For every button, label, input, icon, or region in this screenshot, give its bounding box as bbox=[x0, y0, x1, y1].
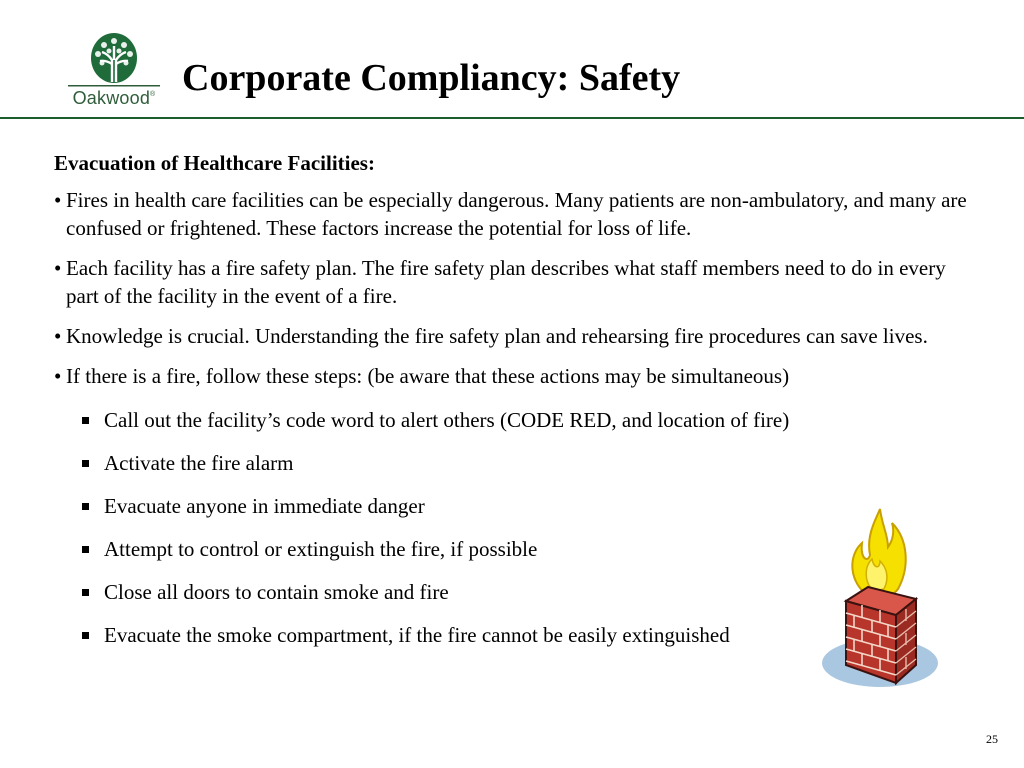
bullet-text: Fires in health care facilities can be especially dangerous. Many patients are non-ambulatory, and many are confused or frightened. These factors increase the potential for loss of life. bbox=[66, 188, 967, 240]
bullet-icon: • bbox=[54, 324, 62, 348]
step-text: Close all doors to contain smoke and fire bbox=[104, 580, 449, 604]
square-bullet-icon bbox=[82, 632, 89, 639]
bullet-item bbox=[54, 254, 974, 310]
step-text: Activate the fire alarm bbox=[104, 451, 294, 475]
step-text: Evacuate the smoke compartment, if the fire cannot be easily extinguished bbox=[104, 623, 730, 647]
step-text: Call out the facility’s code word to alert others (CODE RED, and location of fire) bbox=[104, 408, 790, 432]
square-bullet-icon bbox=[82, 417, 89, 424]
bullet-text: Each facility has a fire safety plan. The fire safety plan describes what staff members need to do in every part of the facility in the event of a fire. bbox=[66, 256, 946, 308]
square-bullet-icon bbox=[82, 460, 89, 467]
oak-tree-icon bbox=[64, 30, 164, 88]
oakwood-logo bbox=[64, 30, 164, 112]
bullet-icon: • bbox=[54, 364, 62, 388]
fire-on-brick-wall-icon bbox=[818, 505, 942, 693]
logo-wordmark: Oakwood® bbox=[72, 88, 156, 108]
bullet-icon: • bbox=[54, 188, 62, 212]
step-text: Attempt to control or extinguish the fire, if possible bbox=[104, 537, 538, 561]
bullet-icon: • bbox=[54, 256, 62, 280]
step-text: Evacuate anyone in immediate danger bbox=[104, 494, 425, 518]
bullet-item bbox=[54, 362, 974, 390]
bullet-text: If there is a fire, follow these steps: (be aware that these actions may be simultaneous) bbox=[66, 364, 790, 388]
bullet-text: Knowledge is crucial. Understanding the fire safety plan and rehearsing fire procedures can save lives. bbox=[66, 324, 928, 348]
page-number: 25 bbox=[986, 732, 998, 746]
step-item bbox=[54, 449, 974, 477]
title-divider bbox=[0, 117, 1024, 119]
bullet-item bbox=[54, 186, 974, 242]
section-heading: Evacuation of Healthcare Facilities: bbox=[54, 151, 375, 175]
square-bullet-icon bbox=[82, 503, 89, 510]
square-bullet-icon bbox=[82, 589, 89, 596]
page-title: Corporate Compliancy: Safety bbox=[182, 57, 681, 99]
step-item bbox=[54, 406, 974, 434]
bullet-item bbox=[54, 322, 974, 350]
square-bullet-icon bbox=[82, 546, 89, 553]
